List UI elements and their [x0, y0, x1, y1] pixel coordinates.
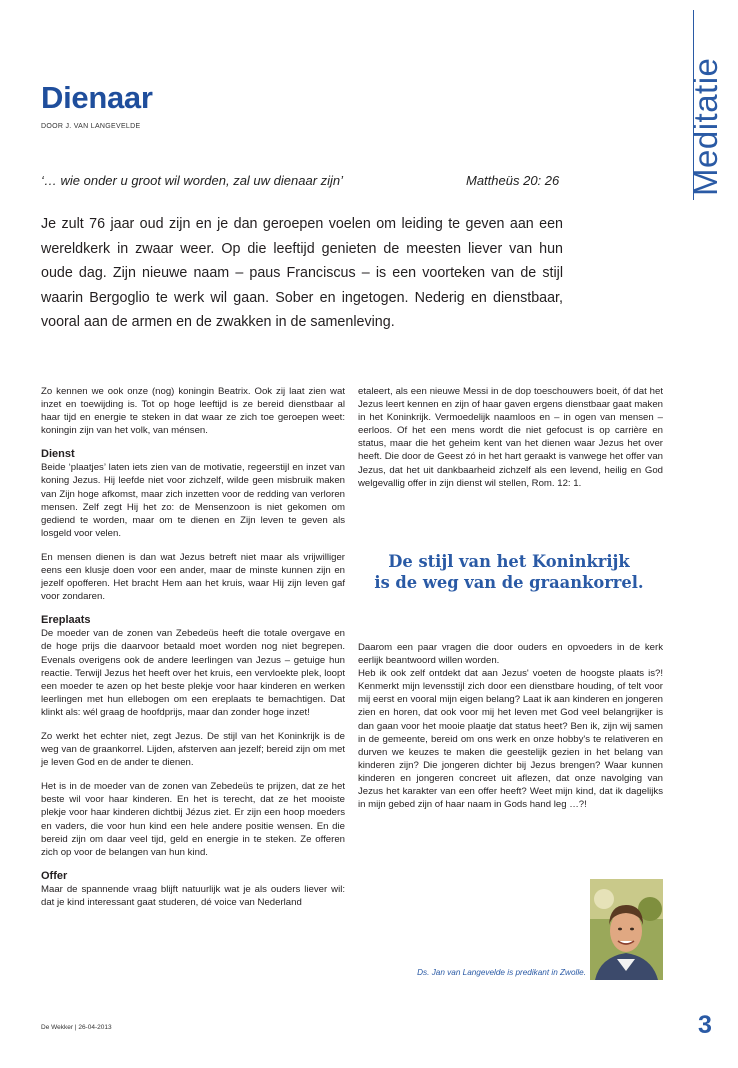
footer-issue: De Wekker | 26-04-2013 — [41, 1024, 112, 1031]
section-label: Meditatie — [687, 57, 724, 196]
pull-quote — [355, 551, 663, 593]
scripture-reference: Mattheüs 20: 26 — [466, 173, 560, 188]
subheading-ereplaats: Ereplaats — [41, 614, 91, 627]
pull-quote-line: De stijl van het Koninkrijk — [388, 552, 630, 571]
paragraph: Zo kennen we ook onze (nog) koningin Beatrix. Ook zij laat zien wat inzet en toewijding is. Tot op hoge leeftijd is ze bereid dienstbaar al haar tijd en energie te steken in dat waar ze zich toe geroepen weet: koningin zijn van het volk, van ménsen. — [41, 386, 345, 437]
paragraph: En mensen dienen is dan wat Jezus betreft niet maar als vrijwilliger eens een klusje doen voor een ander, maar de minste kunnen zijn en jezelf opofferen. Het bracht Hem aan het kruis, waar Hij zijn leven gaf voor zondaren. — [41, 551, 345, 603]
subheading-offer: Offer — [41, 869, 68, 882]
page-number: 3 — [698, 1011, 712, 1039]
paragraph: Daarom een paar vragen die door ouders en opvoeders in de kerk eerlijk beantwoord willen worden. Heb ik ook zelf ontdekt dat aan Jezus' voeten de hoogste plaats is?! Kenmerkt mijn levensstijl zich door een dienstbare houding, of telt voor mij eerst en vooral mijn eigen belang? Laat ik aan kinderen en jongeren zien en horen, dat ook voor mij het leven met God veel belangrijker is dan gaan voor het mooie plaatje dat status heet? Ben ik, zijn wij samen in de gemeente, bereid om ons werk en onze hobby's te relativeren en durven we keuzes te maken die geestelijk gezien in het belang van kinderen zijn? Die jongeren dichter bij Jezus brengen? Waar kunnen kinderen en jongeren concreet uit aflezen, dat onze navolging van Jezus het karakter van een offer heeft? Weet mijn kind, dat ik dagelijks in mijn gebed zijn of haar naam in Gods hand leg …?! — [358, 642, 663, 811]
subheading-dienst: Dienst — [41, 448, 75, 461]
lead-paragraph: Je zult 76 jaar oud zijn en je dan geroepen voelen om leiding te geven aan een wereldkerk in zwaar weer. Op die leeftijd genieten de meesten liever van hun oude dag. Zijn nieuwe naam – paus Franciscus – is een voorteken van de stijl waarin Bergoglio te werk wil gaan. Sober en ingetogen. Nederig en dienstbaar, vooral aan de armen en de zwakken in de samenleving. — [41, 216, 563, 330]
paragraph: Zo werkt het echter niet, zegt Jezus. De stijl van het Koninkrijk is de weg van de graankorrel. Lijden, afsterven aan jezelf; bereid zijn om met je leven God en de ander te dienen. — [41, 730, 345, 769]
author-photo — [590, 879, 663, 980]
paragraph: Het is in de moeder van de zonen van Zebedeüs te prijzen, dat ze het beste wil voor haar kinderen. En het is terecht, dat ze het mooiste plekje voor haar kinderen dichtbij Jézus ziet. Er zijn een hoop moeders en vaders, die voor hun kind een hele andere positie wensen. En die bereid zijn om daar veel tijd, geld en energie in te steken. Ze offeren zich op voor de belangen van hun kind. — [41, 781, 345, 858]
scripture-quote: ‘… wie onder u groot wil worden, zal uw dienaar zijn’ — [41, 173, 344, 188]
column-right-top — [358, 385, 663, 501]
paragraph: Beide ‘plaatjes’ laten iets zien van de motivatie, regeerstijl en inzet van koning Jezus. Hij leefde niet voor zichzelf, wilde geen misbruik maken van Zijn hoge afkomst, maar zich inzetten voor de redding van verloren mensen. Zelf zegt Hij het zo: de Mensenzoon is niet gekomen om gediend te worden, maar om te dienen en Zijn leven te geven als losgeld voor velen. — [41, 462, 345, 539]
paragraph: Maar de spannende vraag blijft natuurlijk wat je als ouders liever wil: dat je kind interessant gaat studeren, dé voice van Nederland — [41, 883, 345, 908]
photo-caption: Ds. Jan van Langevelde is predikant in Zwolle. — [417, 968, 586, 977]
pull-quote-line: is de weg van de graankorrel. — [374, 573, 644, 592]
paragraph: etaleert, als een nieuwe Messi in de dop toeschouwers boeit, óf dat het Jezus leert kennen en zijn of haar gaven ergens dienstbaar gaat maken in het Koninkrijk. Vermoedelijk naamloos en – in ogen van mensen – eerloos. Of het een mens wordt die niet gefocust is op carrière en status, maar die het geheim kent van het dienen waar Jezus het over heeft. Die door de Geest zó in het hart geraakt is vanwege het offer van Jezus, dat het uit dankbaarheid zichzelf als een levend, heilig en God welgevallig offer in zijn dienst wil stellen, Rom. 12: 1. — [358, 386, 663, 489]
article-title: Dienaar — [41, 80, 153, 115]
column-left — [41, 385, 345, 920]
byline: DOOR J. VAN LANGEVELDE — [41, 123, 141, 130]
column-right-bottom — [358, 641, 663, 822]
paragraph: De moeder van de zonen van Zebedeüs heeft die totale overgave en de hoge prijs die daarvoor betaald moet worden nog niet begrepen. Evenals overigens ook de andere leerlingen van Jezus – getuige hun reactie. Terwijl Jezus het heeft over het kruis, een vervloekte plek, loopt een moeder te azen op het beste plekje voor haar kinderen en werken leerlingen met hun ellebogen om een ereplaats te bemachtigen. Dat klinkt als: wél graag de hoofdprijs, maar dan zonder hoge inzet! — [41, 628, 345, 718]
